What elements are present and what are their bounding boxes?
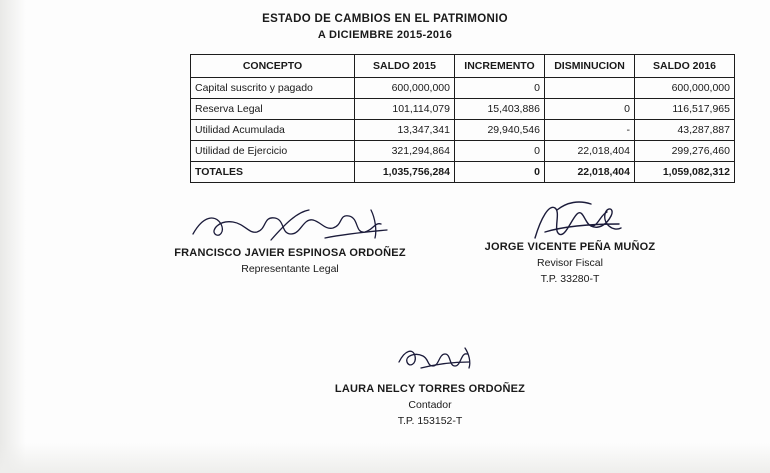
cell-saldo-2016: 600,000,000 [635, 78, 735, 99]
document-title [0, 0, 770, 44]
column-header-disminucion: DISMINUCION [545, 55, 635, 78]
cell-totals-incremento: 0 [455, 162, 545, 183]
table-row [191, 141, 735, 162]
cell-disminucion: - [545, 120, 635, 141]
signature-professional-card: T.P. 153152-T [397, 415, 463, 427]
signature-role: Representante Legal [241, 263, 339, 275]
handwritten-signature-icon [140, 204, 440, 246]
cell-totals-disminucion: 22,018,404 [545, 162, 635, 183]
signature-name: JORGE VICENTE PEÑA MUÑOZ [484, 241, 656, 253]
signature-block-contador [280, 340, 580, 427]
equity-changes-table [190, 54, 735, 183]
scan-shadow-left [0, 0, 26, 473]
column-header-incremento: INCREMENTO [455, 55, 545, 78]
cell-disminucion: 0 [545, 99, 635, 120]
cell-saldo-2015: 600,000,000 [355, 78, 455, 99]
cell-saldo-2015: 101,114,079 [355, 99, 455, 120]
signature-block-revisor-fiscal [420, 198, 720, 285]
cell-disminucion: 22,018,404 [545, 141, 635, 162]
column-header-saldo-2015: SALDO 2015 [355, 55, 455, 78]
cell-incremento: 0 [455, 141, 545, 162]
column-header-concepto: CONCEPTO [191, 55, 355, 78]
signature-professional-card: T.P. 33280-T [540, 273, 600, 285]
title-line-secondary: A DICIEMBRE 2015-2016 [317, 28, 453, 41]
cell-totals-saldo-2015: 1,035,756,284 [355, 162, 455, 183]
cell-saldo-2016: 116,517,965 [635, 99, 735, 120]
title-line-primary: ESTADO DE CAMBIOS EN EL PATRIMONIO [262, 13, 508, 25]
cell-incremento: 29,940,546 [455, 120, 545, 141]
cell-disminucion [545, 78, 635, 99]
cell-totals-label: TOTALES [191, 162, 355, 183]
cell-saldo-2015: 13,347,341 [355, 120, 455, 141]
table-totals-row [191, 162, 735, 183]
cell-totals-saldo-2016: 1,059,082,312 [635, 162, 735, 183]
signature-block-representante-legal [140, 204, 440, 275]
equity-table-container [190, 54, 730, 183]
table-header-row [191, 55, 735, 78]
signature-name: LAURA NELCY TORRES ORDOÑEZ [334, 383, 526, 395]
cell-concept: Utilidad Acumulada [191, 120, 355, 141]
handwritten-signature-icon [280, 340, 580, 382]
column-header-saldo-2016: SALDO 2016 [635, 55, 735, 78]
handwritten-signature-icon [420, 198, 720, 240]
signature-name: FRANCISCO JAVIER ESPINOSA ORDOÑEZ [174, 247, 406, 259]
cell-concept: Reserva Legal [191, 99, 355, 120]
signature-role: Revisor Fiscal [537, 257, 603, 269]
table-row [191, 99, 735, 120]
table-row [191, 78, 735, 99]
cell-incremento: 0 [455, 78, 545, 99]
cell-incremento: 15,403,886 [455, 99, 545, 120]
cell-concept: Utilidad de Ejercicio [191, 141, 355, 162]
cell-saldo-2015: 321,294,864 [355, 141, 455, 162]
signature-role: Contador [408, 399, 452, 411]
scan-shadow-bottom [0, 443, 770, 473]
cell-concept: Capital suscrito y pagado [191, 78, 355, 99]
table-row [191, 120, 735, 141]
cell-saldo-2016: 43,287,887 [635, 120, 735, 141]
cell-saldo-2016: 299,276,460 [635, 141, 735, 162]
